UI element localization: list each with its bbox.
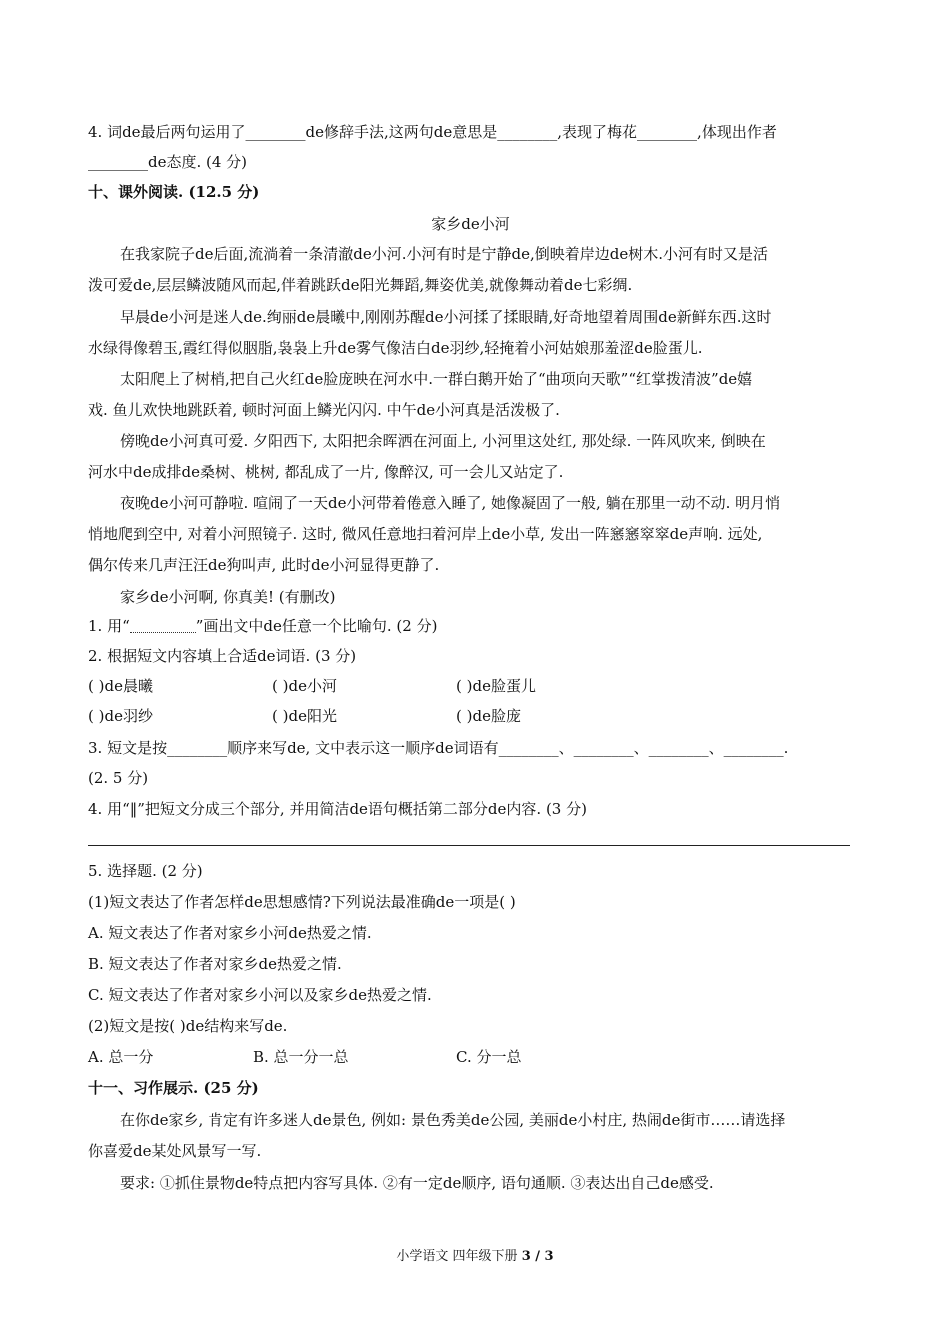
option-a-2: A. 总一分: [88, 1048, 154, 1066]
paragraph-5-line1: 夜晚de小河可静啦. 喧闹了一天de小河带着倦意入睡了, 她像凝固了一般, 躺在那里一动不动. 明月悄: [120, 494, 781, 512]
question-4-line1: 4. 词de最后两句运用了________de修辞手法,这两句de意思是________,表现了梅花________,体现出作者: [88, 123, 777, 141]
fill-blank-1-3[interactable]: ( )de脸蛋儿: [456, 677, 536, 695]
question-4b: 4. 用“‖”把短文分成三个部分, 并用简洁de语句概括第二部分de内容. (3 分): [88, 800, 587, 818]
wavy-underline-mark: [130, 622, 196, 633]
question-2: 2. 根据短文内容填上合适de词语. (3 分): [88, 647, 357, 665]
section-11-title: 十一、习作展示. (25 分): [88, 1079, 259, 1097]
question-1-prefix: 1. 用“: [88, 617, 130, 635]
section-10-title: 十、课外阅读. (12.5 分): [88, 183, 260, 201]
writing-prompt-line1: 在你de家乡, 肯定有许多迷人de景色, 例如: 景色秀美de公园, 美丽de小村庄, 热闹de街市……请选择: [120, 1111, 786, 1129]
paragraph-5-line2: 悄地爬到空中, 对着小河照镜子. 这时, 微风任意地扫着河岸上de小草, 发出一阵窸窸窣窣de声响. 远处,: [88, 525, 763, 543]
page-footer: [0, 1248, 950, 1266]
writing-requirements: 要求: ①抓住景物de特点把内容写具体. ②有一定de顺序, 语句通顺. ③表达出自己de感受.: [120, 1174, 714, 1192]
question-4-line2: ________de态度. (4 分): [88, 153, 248, 171]
question-5-1: (1)短文表达了作者怎样de思想感情?下列说法最准确de一项是( ): [88, 893, 516, 911]
paragraph-4-line1: 傍晚de小河真可爱. 夕阳西下, 太阳把余晖洒在河面上, 小河里这处红, 那处绿. 一阵风吹来, 倒映在: [120, 432, 766, 450]
footer-text: 小学语文 四年级下册: [396, 1249, 522, 1264]
question-3-line1: 3. 短文是按________顺序来写de, 文中表示这一顺序de词语有________、________、________、________.: [88, 739, 789, 757]
fill-blank-1-2[interactable]: ( )de小河: [272, 677, 337, 695]
answer-line[interactable]: [88, 845, 850, 846]
paragraph-2-line1: 早晨de小河是迷人de.绚丽de晨曦中,刚刚苏醒de小河揉了揉眼睛,好奇地望着周围de新鲜东西.这时: [120, 308, 772, 326]
page-number: 3 / 3: [521, 1249, 554, 1264]
fill-blank-1-1[interactable]: ( )de晨曦: [88, 677, 153, 695]
paragraph-1-line1: 在我家院子de后面,流淌着一条清澈de小河.小河有时是宁静de,倒映着岸边de树木.小河有时又是活: [120, 245, 768, 263]
question-5: 5. 选择题. (2 分): [88, 862, 203, 880]
passage-title: 家乡de小河: [431, 215, 510, 233]
fill-blank-2-2[interactable]: ( )de阳光: [272, 707, 337, 725]
option-b-2: B. 总一分一总: [253, 1048, 349, 1066]
option-c-2: C. 分一总: [456, 1048, 522, 1066]
paragraph-1-line2: 泼可爱de,层层鳞波随风而起,伴着跳跃de阳光舞蹈,舞姿优美,就像舞动着de七彩绸.: [88, 276, 633, 294]
fill-blank-2-3[interactable]: ( )de脸庞: [456, 707, 521, 725]
question-1-suffix: ”画出文中de任意一个比喻句. (2 分): [195, 617, 438, 635]
question-5-2: (2)短文是按( )de结构来写de.: [88, 1017, 288, 1035]
question-3-line2: (2. 5 分): [88, 769, 149, 787]
question-1: [88, 616, 437, 636]
paragraph-4-line2: 河水中de成排de桑树、桃树, 都乱成了一片, 像醉汉, 可一会儿又站定了.: [88, 463, 564, 481]
writing-prompt-line2: 你喜爱de某处风景写一写.: [88, 1142, 262, 1160]
fill-blank-2-1[interactable]: ( )de羽纱: [88, 707, 153, 725]
paragraph-2-line2: 水绿得像碧玉,霞红得似胭脂,袅袅上升de雾气像洁白de羽纱,轻掩着小河姑娘那羞涩de脸蛋儿.: [88, 339, 703, 357]
paragraph-3-line1: 太阳爬上了树梢,把自己火红de脸庞映在河水中.一群白鹅开始了“曲项向天歌”“红掌拨清波”de嬉: [120, 370, 753, 388]
paragraph-5-line3: 偶尔传来几声汪汪de狗叫声, 此时de小河显得更静了.: [88, 556, 440, 574]
option-b-1: B. 短文表达了作者对家乡de热爱之情.: [88, 955, 342, 973]
option-a-1: A. 短文表达了作者对家乡小河de热爱之情.: [88, 924, 372, 942]
option-c-1: C. 短文表达了作者对家乡小河以及家乡de热爱之情.: [88, 986, 432, 1004]
paragraph-3-line2: 戏. 鱼儿欢快地跳跃着, 顿时河面上鳞光闪闪. 中午de小河真是活泼极了.: [88, 401, 560, 419]
paragraph-6: 家乡de小河啊, 你真美! (有删改): [120, 588, 336, 606]
